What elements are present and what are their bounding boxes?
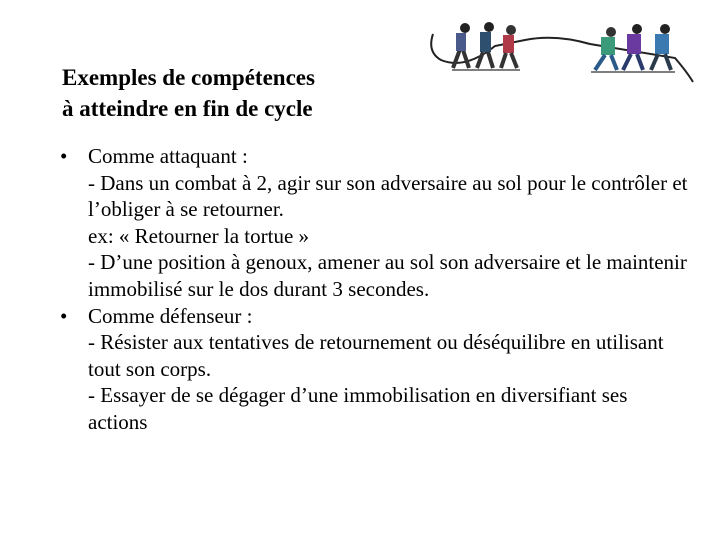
bullet-attacker [60, 143, 690, 170]
slide-body [60, 143, 690, 436]
defender-heading: Comme défenseur : [88, 303, 253, 328]
attacker-line-2: ex: « Retourner la tortue » [88, 223, 310, 248]
title-line-1: Exemples de compétences [62, 65, 315, 90]
attacker-line-1: - Dans un combat à 2, agir sur son adversaire au sol pour le contrôler et l’obliger à se retourner. [88, 170, 688, 222]
attacker-line-3: - D’une position à genoux, amener au sol son adversaire et le maintenir immobilisé sur le dos durant 3 secondes. [88, 250, 687, 301]
tug-of-war-icon [425, 16, 705, 86]
slide-title [62, 62, 402, 124]
attacker-heading: Comme attaquant : [88, 144, 248, 168]
title-line-2: à atteindre en fin de cycle [62, 96, 313, 121]
bullet-dot-icon: • [60, 144, 68, 168]
bullet-defender [60, 303, 690, 330]
right-team-figures [591, 24, 675, 72]
defender-line-1: - Résister aux tentatives de retournement ou déséquilibre en utilisant tout son corps. [88, 330, 664, 381]
bullet-dot-icon: • [60, 303, 68, 328]
defender-line-2: - Essayer de se dégager d’une immobilisation en diversifiant ses actions [88, 383, 628, 434]
